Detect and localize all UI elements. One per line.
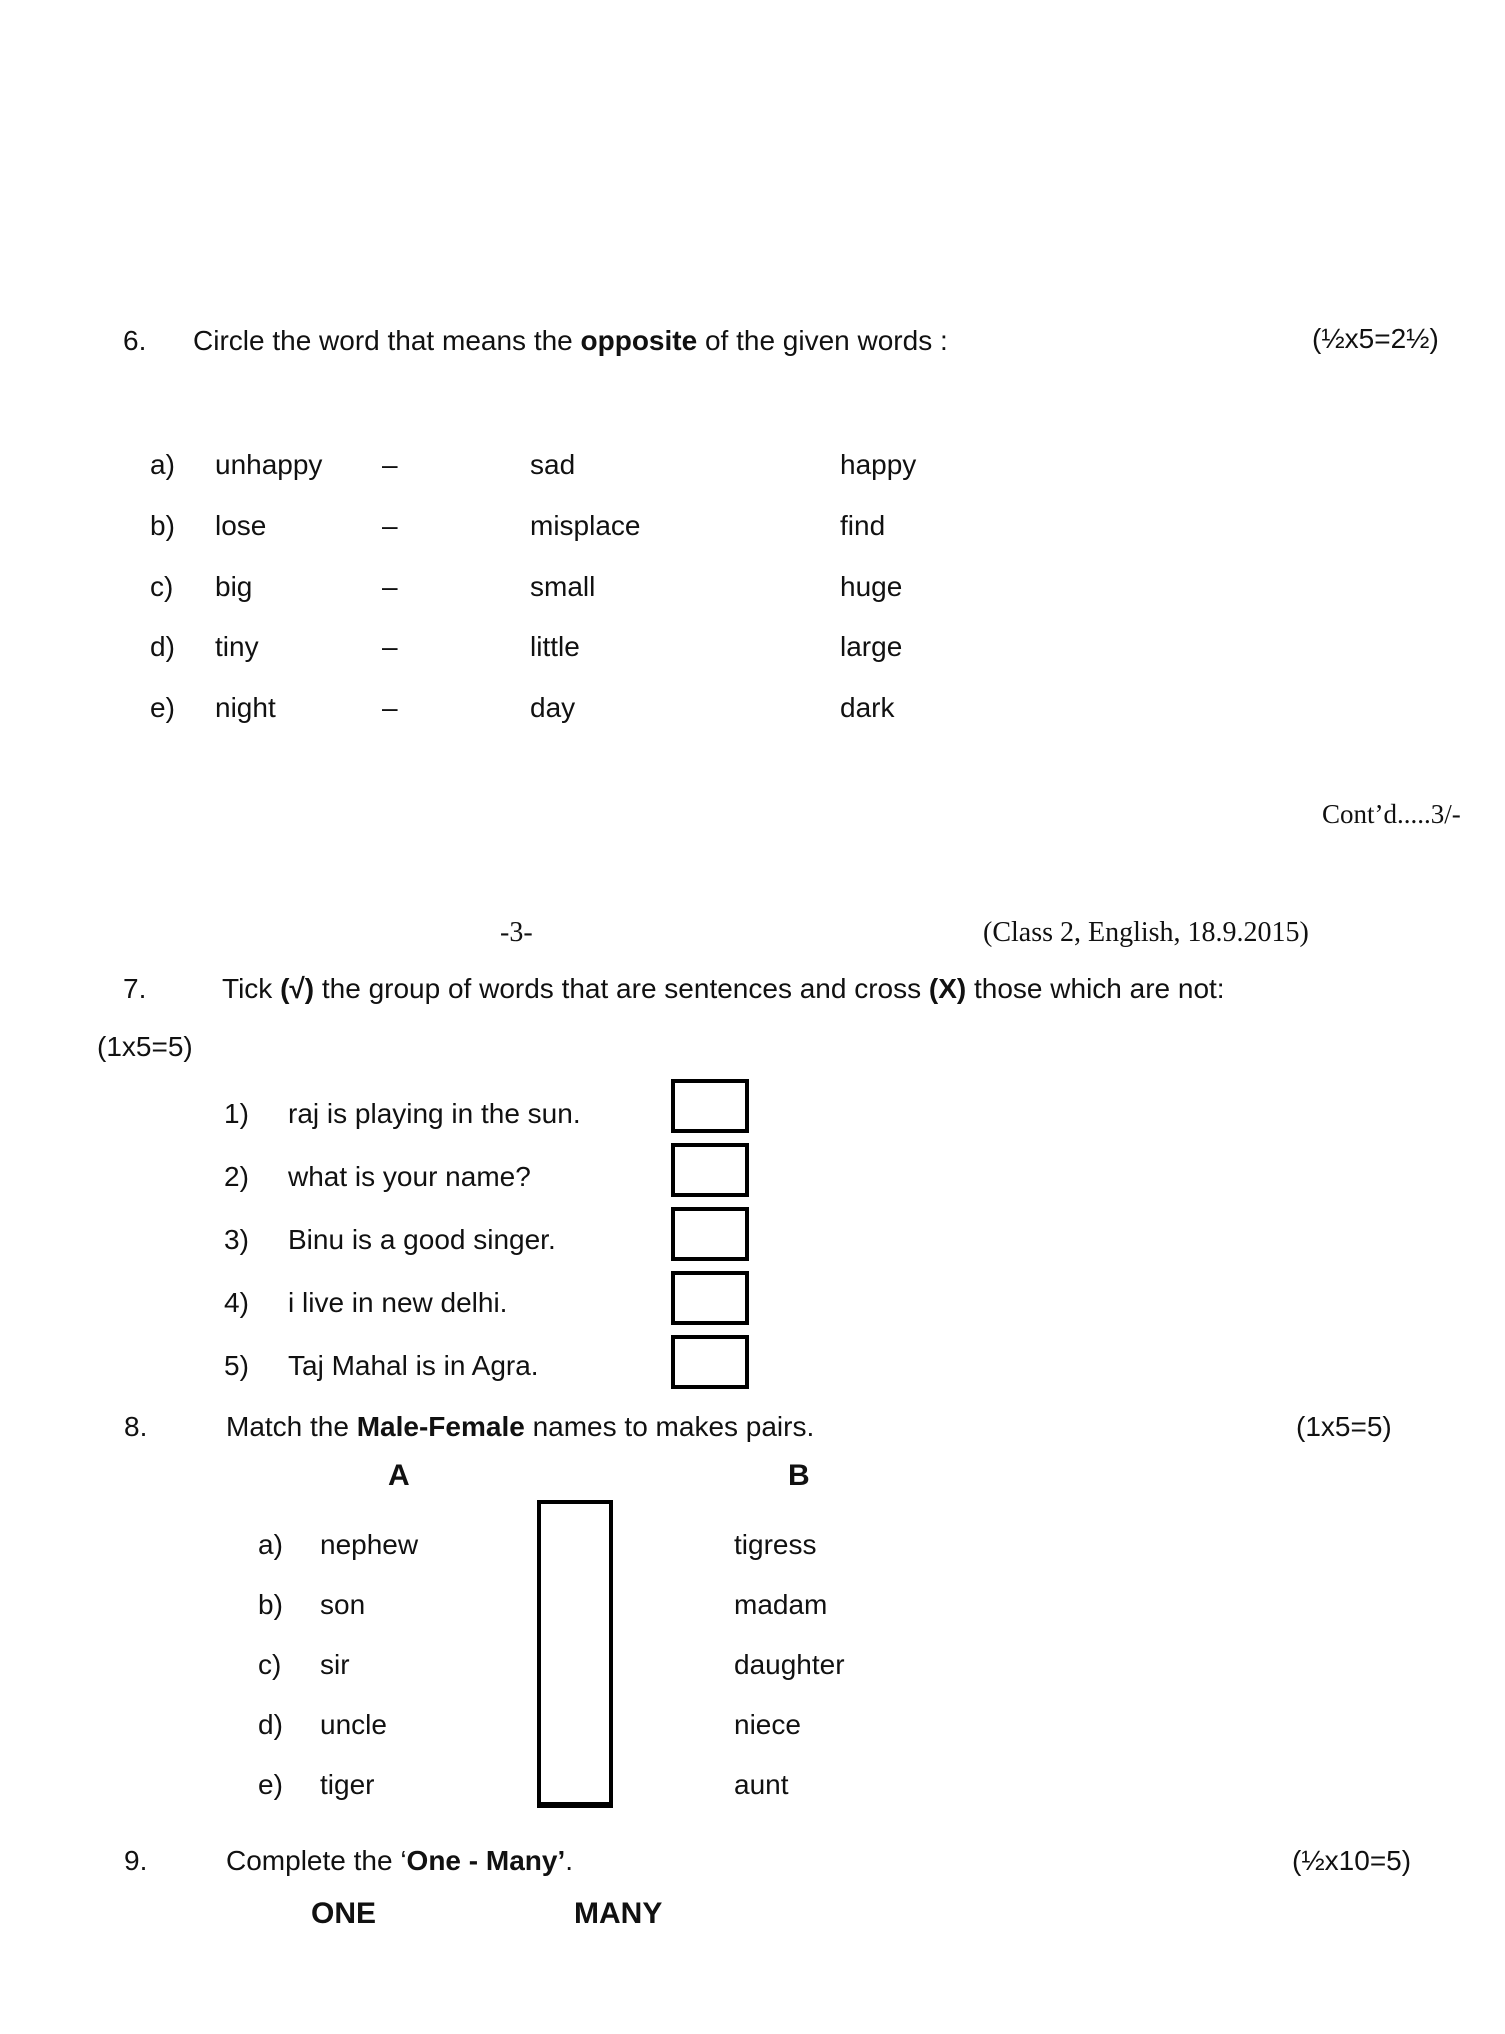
q9-text-bold: One - Many’ [406,1845,566,1876]
q8-column-a-header: A [388,1459,410,1492]
q6-row-letter: d) [150,631,175,662]
q8-row-letter: b) [258,1589,283,1620]
page-number: -3- [500,917,533,948]
q6-option-2[interactable]: huge [840,571,903,602]
q7-item-text: Taj Mahal is in Agra. [288,1350,539,1381]
q7-item-number: 3) [224,1224,249,1255]
q7-item-number: 4) [224,1287,249,1318]
q7-answer-checkbox-1[interactable] [671,1079,749,1133]
q7-item-text: Binu is a good singer. [288,1224,556,1255]
q6-row-dash: – [382,631,398,662]
q6-row-letter: c) [150,571,174,602]
q8-female-word[interactable]: niece [734,1709,801,1740]
q6-row-letter: e) [150,692,175,723]
q8-row-letter: d) [258,1709,283,1740]
q8-female-word[interactable]: daughter [734,1649,845,1680]
q6-row-word: big [215,571,253,602]
q7-text-after: those which are not: [966,973,1225,1004]
q8-column-b-header: B [788,1459,810,1492]
q6-marks: (½x5=2½) [1312,323,1439,354]
q7-answer-checkbox-5[interactable] [671,1335,749,1389]
q7-item-text: raj is playing in the sun. [288,1098,581,1129]
q9-text-before: Complete the ‘ [226,1845,407,1876]
q8-row-letter: a) [258,1529,283,1560]
q6-text-after: of the given words : [697,325,948,356]
q8-marks: (1x5=5) [1296,1411,1392,1442]
q6-row-dash: – [382,571,398,602]
q6-row-dash: – [382,449,398,480]
q8-male-word[interactable]: uncle [320,1709,387,1740]
q8-female-word[interactable]: aunt [734,1769,789,1800]
q7-text-before: Tick [222,973,281,1004]
q8-number: 8. [124,1411,148,1442]
q9-number: 9. [124,1845,148,1876]
q8-answer-box[interactable] [537,1500,613,1808]
q8-row-letter: e) [258,1769,283,1800]
q8-row-letter: c) [258,1649,282,1680]
q8-text-bold: Male-Female [356,1411,525,1442]
q6-option-2[interactable]: happy [840,449,917,480]
q7-item-text: what is your name? [288,1161,531,1192]
q7-item-number: 5) [224,1350,249,1381]
class-info: (Class 2, English, 18.9.2015) [983,917,1309,948]
q8-question-text [226,1410,814,1444]
q7-item-number: 1) [224,1098,249,1129]
q9-one-header: ONE [311,1897,377,1930]
q9-marks: (½x10=5) [1292,1845,1412,1876]
q8-female-word[interactable]: tigress [734,1529,817,1560]
q8-text-after: names to makes pairs. [524,1411,815,1442]
q6-option-1[interactable]: little [530,631,580,662]
q6-option-2[interactable]: find [840,510,886,541]
q6-option-1[interactable]: misplace [530,510,641,541]
q8-male-word[interactable]: nephew [320,1529,419,1560]
q6-option-2[interactable]: dark [840,692,895,723]
q9-text-after: . [565,1845,574,1876]
q7-question-text [222,972,1225,1006]
q6-row-dash: – [382,692,398,723]
q6-row-word: tiny [215,631,259,662]
q6-option-1[interactable]: day [530,692,576,723]
q6-text-before: Circle the word that means the [193,325,581,356]
q6-row-letter: a) [150,449,175,480]
q7-answer-checkbox-4[interactable] [671,1271,749,1325]
q7-number: 7. [123,973,147,1004]
q7-item-text: i live in new delhi. [288,1287,508,1318]
q8-female-word[interactable]: madam [734,1589,828,1620]
q6-row-letter: b) [150,510,175,541]
q6-row-word: night [215,692,276,723]
q8-text-before: Match the [226,1411,357,1442]
q6-number: 6. [123,325,147,356]
q6-row-word: lose [215,510,267,541]
q6-row-dash: – [382,510,398,541]
continued-note: Cont’d.....3/- [1322,799,1461,829]
q8-male-word[interactable]: son [320,1589,366,1620]
q6-option-1[interactable]: small [530,571,596,602]
q9-question-text [226,1844,573,1878]
q7-cross-symbol: (X) [928,973,967,1004]
q6-option-1[interactable]: sad [530,449,576,480]
q7-answer-checkbox-3[interactable] [671,1207,749,1261]
q8-male-word[interactable]: tiger [320,1769,375,1800]
q6-question-text [193,324,948,358]
q7-tick-symbol: (√) [280,973,315,1004]
q9-many-header: MANY [574,1897,663,1930]
q7-text-mid: the group of words that are sentences and cross [314,973,929,1004]
q8-male-word[interactable]: sir [320,1649,350,1680]
q7-item-number: 2) [224,1161,249,1192]
q7-answer-checkbox-2[interactable] [671,1143,749,1197]
q6-row-word: unhappy [215,449,323,480]
q7-marks: (1x5=5) [97,1031,193,1062]
q6-text-bold: opposite [580,325,698,356]
q6-option-2[interactable]: large [840,631,903,662]
